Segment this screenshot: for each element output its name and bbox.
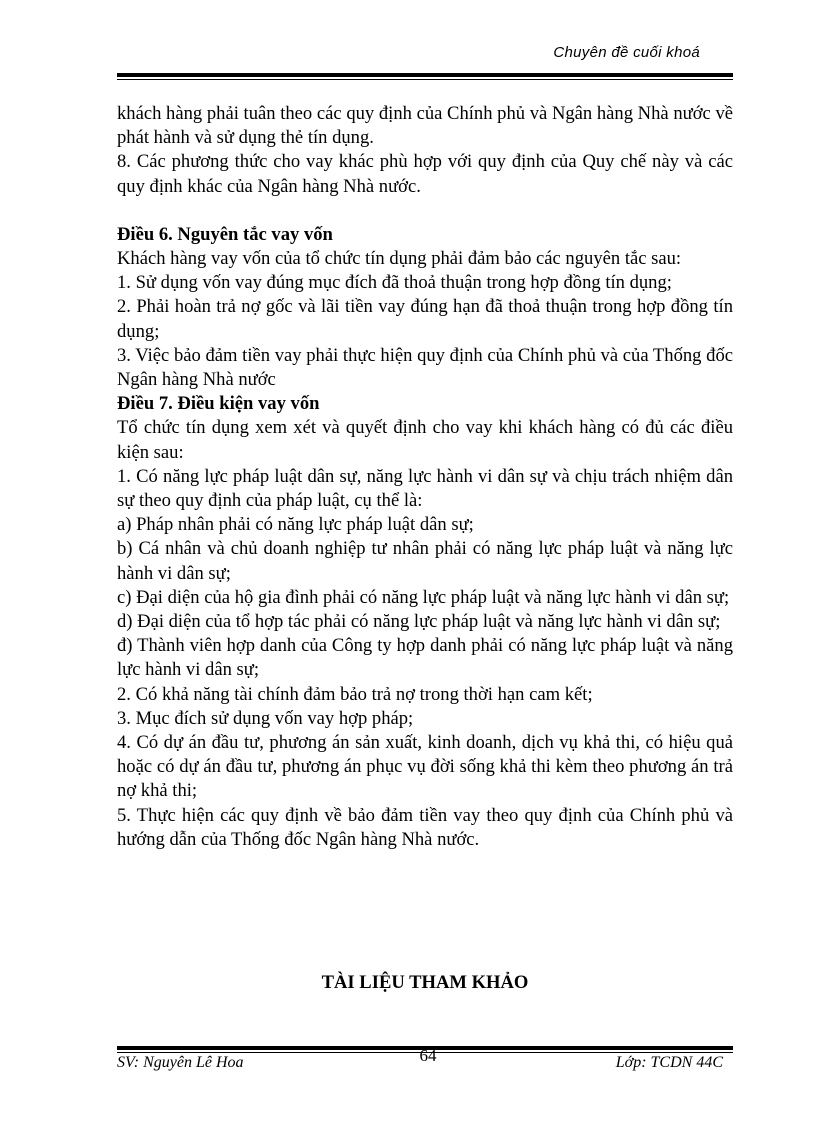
article-7-item: d) Đại diện của tổ hợp tác phải có năng lực pháp luật và năng lực hành vi dân sự; bbox=[117, 611, 721, 633]
article-6-item: 2. Phải hoàn trả nợ gốc và lãi tiền vay đúng hạn đã thoả thuận trong hợp đồng tín dụng; bbox=[117, 296, 733, 342]
article-6-item: 3. Việc bảo đảm tiền vay phải thực hiện quy định của Chính phủ và của Thống đốc Ngân hàng Nhà nước bbox=[117, 344, 733, 391]
article-7-heading: Điều 7. Điều kiện vay vốn bbox=[117, 393, 320, 415]
header-rule-thin bbox=[117, 79, 733, 80]
footer-class: Lớp: TCDN 44C bbox=[615, 1054, 723, 1071]
page-number: 64 bbox=[419, 1046, 437, 1065]
article-7-item: đ) Thành viên hợp danh của Công ty hợp danh phải có năng lực pháp luật và năng lực hành vi dân sự; bbox=[117, 635, 733, 681]
paragraph-gap bbox=[117, 199, 733, 223]
references-title: TÀI LIỆU THAM KHẢO bbox=[321, 972, 529, 993]
article-7-item: 1. Có năng lực pháp luật dân sự, năng lực hành vi dân sự và chịu trách nhiệm dân sự theo quy định của pháp luật, cụ thể là: bbox=[117, 465, 733, 512]
article-7-item: 2. Có khả năng tài chính đảm bảo trả nợ trong thời hạn cam kết; bbox=[117, 683, 593, 705]
article-6-intro: Khách hàng vay vốn của tổ chức tín dụng phải đảm bảo các nguyên tắc sau: bbox=[117, 248, 682, 270]
article-7-item: 4. Có dự án đầu tư, phương án sản xuất, kinh doanh, dịch vụ khả thi, có hiệu quả hoặc có dự án đầu tư, phương án phục vụ đời sống khả thi kèm theo phương án trả nợ khả thi; bbox=[117, 732, 733, 802]
header-rule bbox=[117, 73, 733, 77]
article-7-item: 5. Thực hiện các quy định về bảo đảm tiền vay theo quy định của Chính phủ và hướng dẫn của Thống đốc Ngân hàng Nhà nước. bbox=[117, 804, 733, 850]
document-body bbox=[117, 102, 733, 852]
header-title: Chuyên đề cuối khoá bbox=[553, 44, 700, 61]
article-7-item: c) Đại diện của hộ gia đình phải có năng lực pháp luật và năng lực hành vi dân sự; bbox=[117, 586, 730, 608]
article-7-item: 3. Mục đích sử dụng vốn vay hợp pháp; bbox=[117, 707, 414, 729]
article-6-heading: Điều 6. Nguyên tắc vay vốn bbox=[117, 223, 333, 245]
article-7-item: a) Pháp nhân phải có năng lực pháp luật dân sự; bbox=[117, 514, 474, 536]
list-item-8: 8. Các phương thức cho vay khác phù hợp với quy định của Quy chế này và các quy định khác của Ngân hàng Nhà nước. bbox=[117, 151, 733, 197]
paragraph-continued: khách hàng phải tuân theo các quy định của Chính phủ và Ngân hàng Nhà nước về phát hành và sử dụng thẻ tín dụng. bbox=[117, 103, 733, 149]
article-7-intro: Tổ chức tín dụng xem xét và quyết định cho vay khi khách hàng có đủ các điều kiện sau: bbox=[117, 417, 733, 463]
article-7-item: b) Cá nhân và chủ doanh nghiệp tư nhân phải có năng lực pháp luật và năng lực hành vi dân sự; bbox=[117, 538, 733, 584]
footer-student: SV: Nguyên Lê Hoa bbox=[117, 1054, 244, 1071]
article-6-item: 1. Sử dụng vốn vay đúng mục đích đã thoả thuận trong hợp đồng tín dụng; bbox=[117, 272, 672, 294]
